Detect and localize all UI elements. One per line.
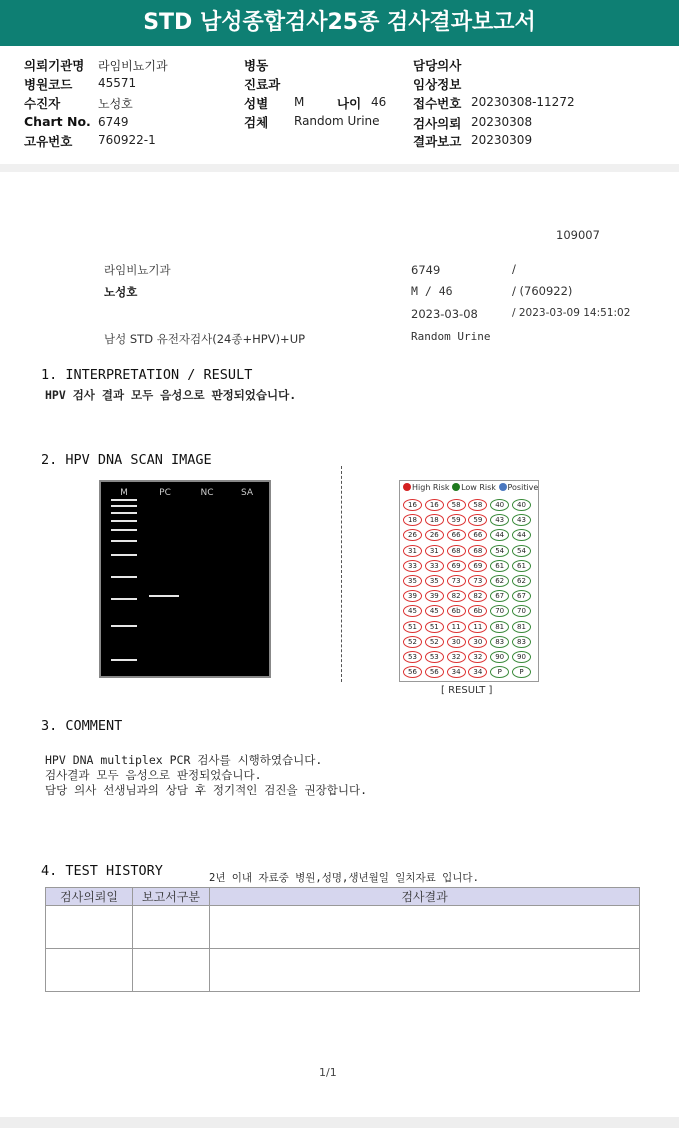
chip-spot: 66 — [447, 529, 466, 541]
legend-high-risk: High Risk — [412, 483, 450, 492]
chip-spot: 43 — [490, 514, 509, 526]
ladder-band — [111, 505, 137, 507]
section-3-title: 3. COMMENT — [41, 718, 123, 734]
ladder-band — [111, 598, 137, 600]
chip-spot: 30 — [447, 636, 466, 648]
chip-spot: P — [512, 666, 531, 678]
chip-spot: 44 — [490, 529, 509, 541]
chip-spot: 26 — [403, 529, 422, 541]
value-unique-no: 760922-1 — [98, 133, 156, 147]
chip-spot: 56 — [425, 666, 444, 678]
value-hospital-code: 45571 — [98, 76, 137, 90]
ladder-band — [111, 499, 137, 501]
table-row — [46, 949, 640, 992]
chip-spot: 11 — [447, 621, 466, 633]
chip-spot: 35 — [403, 575, 422, 587]
chip-spot: 39 — [425, 590, 444, 602]
section-2-title: 2. HPV DNA SCAN IMAGE — [41, 452, 212, 468]
chip-spot: 58 — [468, 499, 487, 511]
report-patient: 노성호 — [104, 285, 138, 299]
chip-row — [403, 575, 534, 590]
report-title: STD 남성종합검사25종 검사결과보고서 — [143, 10, 536, 35]
history-table — [45, 887, 640, 992]
chip-spot: 18 — [403, 514, 422, 526]
history-header-request-date: 검사의뢰일 — [46, 888, 133, 906]
chip-spot: 45 — [403, 605, 422, 617]
high-risk-dot-icon — [403, 483, 411, 491]
ladder-band — [111, 540, 137, 542]
chip-spot: 33 — [403, 560, 422, 572]
chip-spot: 32 — [447, 651, 466, 663]
chip-grid — [403, 499, 534, 681]
chip-row — [403, 514, 534, 529]
label-clinical-info: 임상정보 — [413, 77, 462, 92]
gel-lane-m: M — [120, 488, 128, 498]
chip-spot: 34 — [468, 666, 487, 678]
chip-spot: 66 — [468, 529, 487, 541]
pc-band — [149, 595, 179, 597]
chip-spot: 62 — [490, 575, 509, 587]
chip-spot: 82 — [468, 590, 487, 602]
chip-spot: 54 — [490, 545, 509, 557]
chip-row — [403, 636, 534, 651]
chip-spot: 6b — [447, 605, 466, 617]
chip-row — [403, 651, 534, 666]
ladder-band — [111, 576, 137, 578]
chip-row — [403, 529, 534, 544]
chip-spot: 69 — [447, 560, 466, 572]
report-code: 109007 — [556, 228, 600, 242]
chip-row — [403, 621, 534, 636]
ladder-band — [111, 625, 137, 627]
report-date: 2023-03-08 — [411, 307, 478, 321]
legend-low-risk: Low Risk — [461, 483, 496, 492]
label-unique-no: 고유번호 — [24, 134, 73, 149]
ladder-band — [111, 529, 137, 531]
chip-spot: 67 — [512, 590, 531, 602]
chip-spot: 67 — [490, 590, 509, 602]
image-divider — [341, 466, 342, 682]
gel-lane-sa: SA — [240, 488, 254, 498]
history-note: 2년 이내 자료중 병원,성명,생년월일 일치자료 입니다. — [209, 872, 479, 884]
chip-spot: 34 — [447, 666, 466, 678]
chip-spot: 68 — [447, 545, 466, 557]
chip-spot: 33 — [425, 560, 444, 572]
chip-spot: 31 — [425, 545, 444, 557]
label-age: 나이 — [337, 96, 362, 111]
chip-spot: 40 — [512, 499, 531, 511]
chip-row — [403, 499, 534, 514]
label-department: 진료과 — [244, 77, 281, 92]
chip-spot: 39 — [403, 590, 422, 602]
value-request-date: 20230308 — [471, 115, 533, 129]
value-receipt-no: 20230308-11272 — [471, 95, 575, 109]
chip-spot: 73 — [468, 575, 487, 587]
gel-lane-pc: PC — [159, 488, 171, 498]
chip-spot: 44 — [512, 529, 531, 541]
ladder-band — [111, 659, 137, 661]
table-row — [46, 906, 640, 949]
chip-spot: 70 — [512, 605, 531, 617]
label-specimen: 검체 — [244, 115, 269, 130]
chip-spot: 53 — [425, 651, 444, 663]
ladder-band — [111, 512, 137, 514]
chip-result-label: [ RESULT ] — [441, 685, 493, 696]
page-number: 1/1 — [319, 1066, 337, 1079]
chip-spot: 16 — [425, 499, 444, 511]
chip-spot: 68 — [468, 545, 487, 557]
history-header-row — [46, 888, 640, 906]
value-chart-no: 6749 — [98, 115, 129, 129]
chip-legend — [403, 483, 538, 492]
label-report-date: 결과보고 — [413, 134, 462, 149]
gel-lane-nc: NC — [200, 488, 214, 498]
hpv-chip-image — [399, 480, 539, 682]
chip-spot: 81 — [490, 621, 509, 633]
chip-spot: 11 — [468, 621, 487, 633]
value-sex: M — [294, 95, 305, 109]
report-birth: / (760922) — [512, 284, 573, 298]
header-separator — [0, 164, 679, 172]
ladder-band — [111, 554, 137, 556]
value-clinic: 라임비뇨기과 — [98, 59, 168, 73]
report-sex-age: M / 46 — [411, 284, 453, 298]
positive-dot-icon — [499, 483, 507, 491]
section-1-title: 1. INTERPRETATION / RESULT — [41, 367, 253, 383]
chip-spot: 83 — [490, 636, 509, 648]
chip-spot: 69 — [468, 560, 487, 572]
footer-bar — [0, 1117, 679, 1128]
label-ward: 병동 — [244, 58, 269, 73]
chip-row — [403, 590, 534, 605]
value-report-date: 20230309 — [471, 133, 533, 147]
report-specimen: Random Urine — [411, 330, 491, 343]
chip-spot: 45 — [425, 605, 444, 617]
history-header-report-type: 보고서구분 — [133, 888, 210, 906]
comment-line-1: HPV DNA multiplex PCR 검사를 시행하였습니다. — [45, 753, 323, 767]
label-doctor: 담당의사 — [413, 58, 462, 73]
chip-spot: 56 — [403, 666, 422, 678]
chip-spot: 18 — [425, 514, 444, 526]
label-hospital-code: 병원코드 — [24, 77, 73, 92]
chip-spot: 53 — [403, 651, 422, 663]
value-patient: 노성호 — [98, 97, 133, 111]
history-header-result: 검사결과 — [210, 888, 640, 906]
chip-spot: 16 — [403, 499, 422, 511]
chip-row — [403, 666, 534, 681]
chip-spot: 52 — [425, 636, 444, 648]
gel-image — [99, 480, 271, 678]
chip-spot: 90 — [490, 651, 509, 663]
chip-spot: 70 — [490, 605, 509, 617]
chip-spot: 83 — [512, 636, 531, 648]
chip-spot: 61 — [512, 560, 531, 572]
comment-line-3: 담당 의사 선생님과의 상담 후 정기적인 검진을 권장합니다. — [45, 783, 368, 797]
report-clinic: 라임비뇨기과 — [104, 263, 171, 277]
label-sex: 성별 — [244, 96, 269, 111]
label-chart-no: Chart No. — [24, 114, 91, 129]
chip-spot: 32 — [468, 651, 487, 663]
comment-line-2: 검사결과 모두 음성으로 판정되었습니다. — [45, 768, 262, 782]
chip-spot: 58 — [447, 499, 466, 511]
chip-row — [403, 545, 534, 560]
chip-spot: 59 — [447, 514, 466, 526]
label-patient: 수진자 — [24, 96, 61, 111]
chip-spot: 40 — [490, 499, 509, 511]
chip-spot: 52 — [403, 636, 422, 648]
report-test-name: 남성 STD 유전자검사(24종+HPV)+UP — [104, 332, 306, 346]
ladder-band — [111, 520, 137, 522]
chip-spot: 26 — [425, 529, 444, 541]
chip-spot: 51 — [425, 621, 444, 633]
label-request-date: 검사의뢰 — [413, 116, 462, 131]
chip-spot: 30 — [468, 636, 487, 648]
chip-spot: 35 — [425, 575, 444, 587]
report-datetime: / 2023-03-09 14:51:02 — [512, 307, 631, 319]
report-chart: 6749 — [411, 263, 441, 277]
chip-spot: 51 — [403, 621, 422, 633]
chip-spot: 62 — [512, 575, 531, 587]
chip-spot: 61 — [490, 560, 509, 572]
low-risk-dot-icon — [452, 483, 460, 491]
chip-spot: 54 — [512, 545, 531, 557]
chip-spot: P — [490, 666, 509, 678]
section-4-title: 4. TEST HISTORY — [41, 863, 163, 879]
chip-spot: 59 — [468, 514, 487, 526]
report-slash: / — [512, 262, 516, 276]
chip-spot: 81 — [512, 621, 531, 633]
chip-row — [403, 560, 534, 575]
chip-spot: 90 — [512, 651, 531, 663]
label-receipt-no: 접수번호 — [413, 96, 462, 111]
label-clinic: 의뢰기관명 — [24, 58, 85, 73]
chip-spot: 31 — [403, 545, 422, 557]
chip-spot: 73 — [447, 575, 466, 587]
legend-positive: Positive — [507, 483, 539, 492]
section-1-text: HPV 검사 결과 모두 음성으로 판정되었습니다. — [45, 388, 297, 402]
chip-spot: 6b — [468, 605, 487, 617]
chip-spot: 43 — [512, 514, 531, 526]
chip-spot: 82 — [447, 590, 466, 602]
chip-row — [403, 605, 534, 620]
value-specimen: Random Urine — [294, 114, 380, 128]
value-age: 46 — [371, 95, 387, 109]
